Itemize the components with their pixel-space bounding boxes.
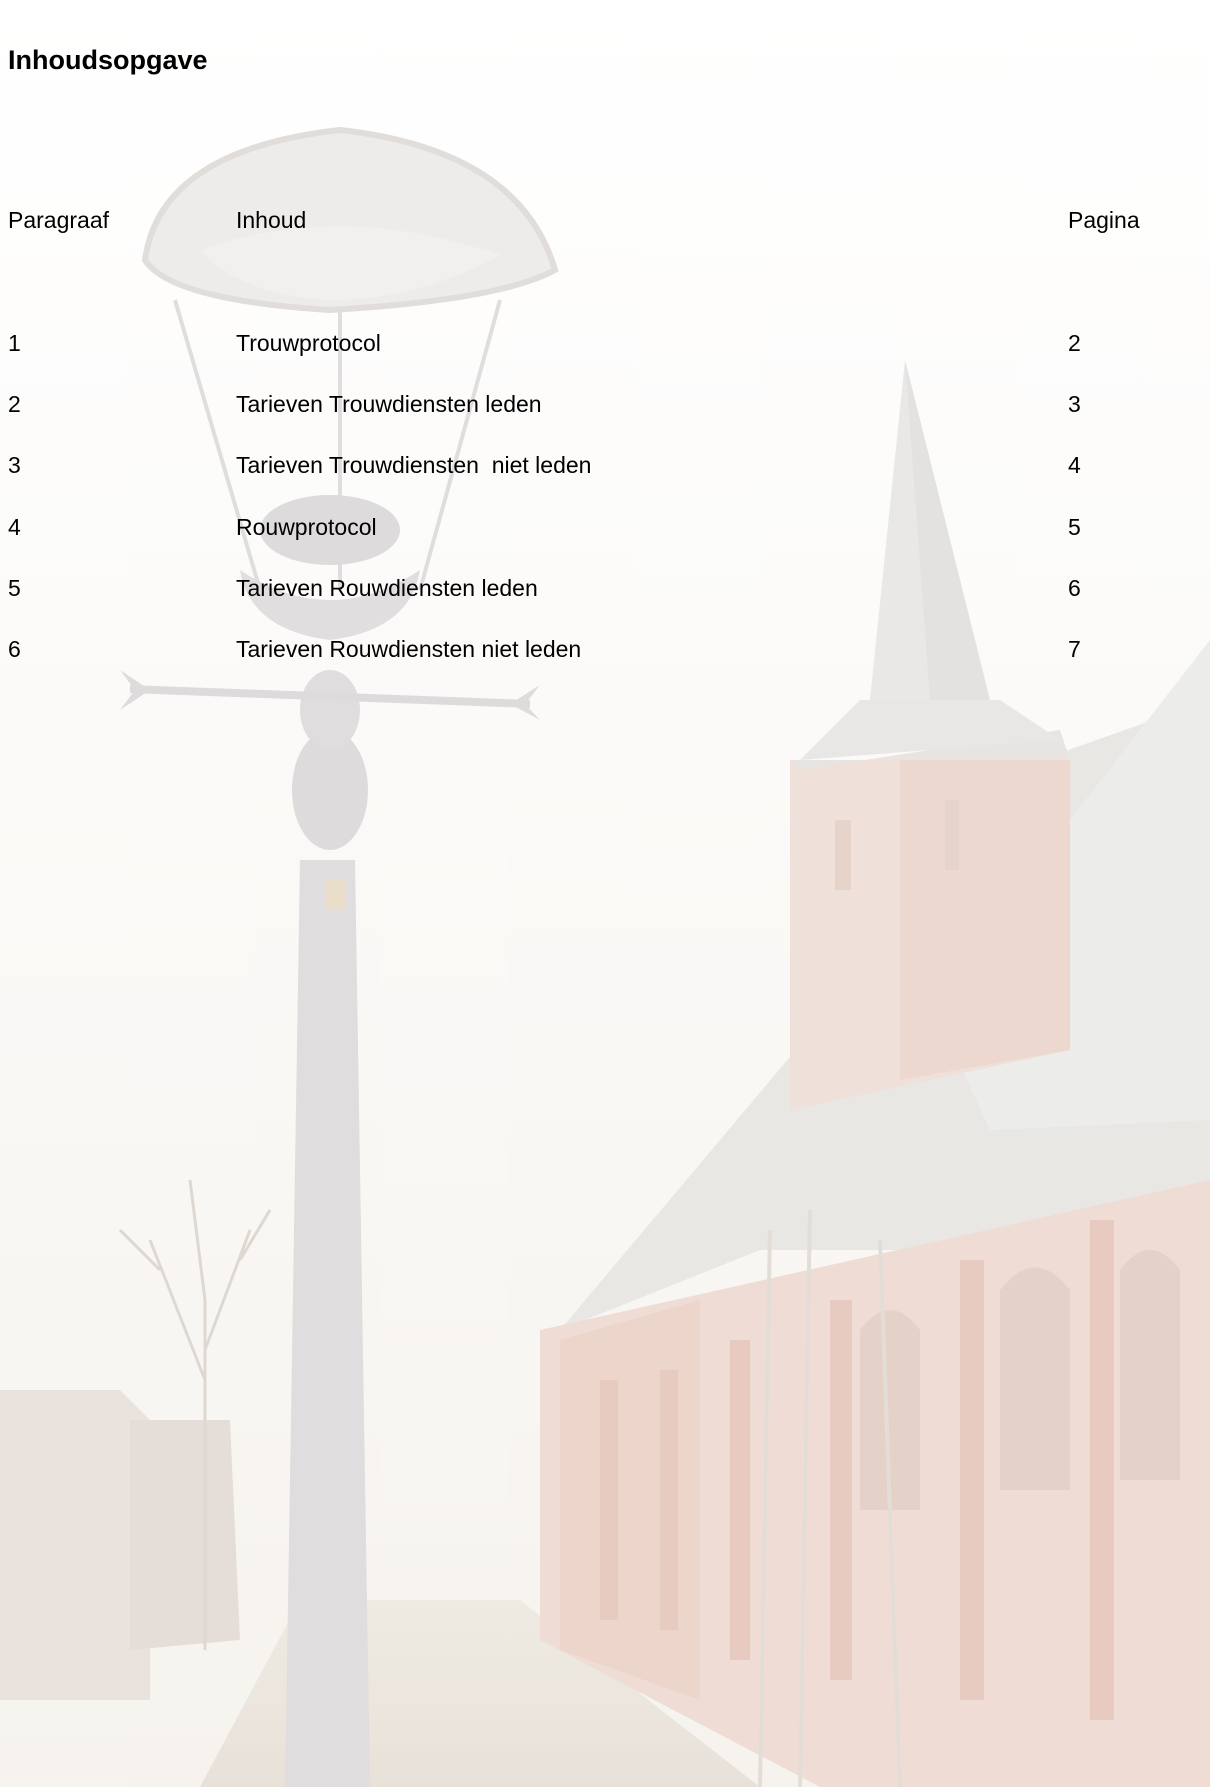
toc-page-number: 7 — [1068, 636, 1081, 662]
toc-paragraph-number: 3 — [8, 452, 21, 478]
toc-entry-title: Tarieven Rouwdiensten niet leden — [236, 636, 582, 662]
header-paragraaf: Paragraaf — [8, 207, 110, 233]
toc-paragraph-number: 6 — [8, 636, 21, 662]
header-pagina: Pagina — [1068, 207, 1140, 233]
toc-row — [0, 389, 1210, 419]
toc-row — [0, 450, 1210, 480]
toc-entry-title: Rouwprotocol — [236, 514, 377, 540]
toc-row — [0, 512, 1210, 542]
toc-paragraph-number: 1 — [8, 330, 21, 356]
toc-page-number: 4 — [1068, 452, 1081, 478]
page-title: Inhoudsopgave — [8, 45, 208, 75]
toc-paragraph-number: 5 — [8, 575, 21, 601]
toc-entry-title: Tarieven Trouwdiensten leden — [236, 391, 542, 417]
toc-row — [0, 634, 1210, 664]
toc-page-number: 2 — [1068, 330, 1081, 356]
toc-row — [0, 328, 1210, 358]
toc-paragraph-number: 2 — [8, 391, 21, 417]
toc-entry-title: Tarieven Rouwdiensten leden — [236, 575, 538, 601]
toc-entry-title: Tarieven Trouwdiensten niet leden — [236, 452, 592, 478]
toc-page-number: 5 — [1068, 514, 1081, 540]
toc-page-number: 6 — [1068, 575, 1081, 601]
toc-paragraph-number: 4 — [8, 514, 21, 540]
header-inhoud: Inhoud — [236, 207, 307, 233]
toc-row — [0, 573, 1210, 603]
toc-entry-title: Trouwprotocol — [236, 330, 381, 356]
toc-header-row — [0, 205, 1210, 235]
toc-page-number: 3 — [1068, 391, 1081, 417]
